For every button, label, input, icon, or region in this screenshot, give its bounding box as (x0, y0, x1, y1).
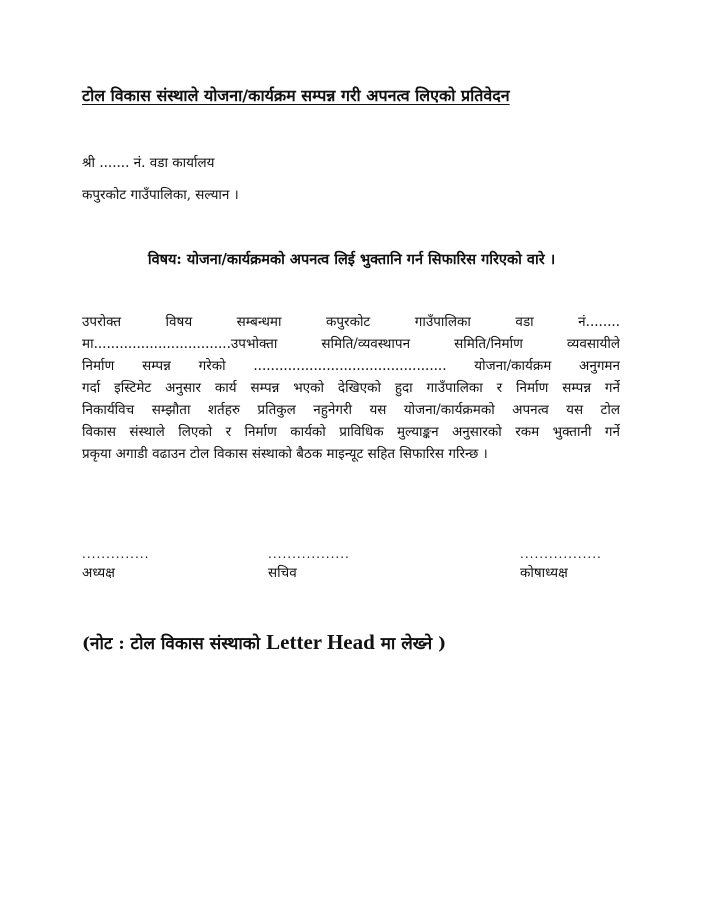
signature-block-treasurer (520, 547, 602, 581)
signature-block-chairperson (82, 547, 149, 581)
signature-role: अध्यक्ष (82, 565, 115, 581)
body-line: विकास संस्थाले लिएको र निर्माण कार्यको प्राविधिक मुल्याङ्कन अनुसारको रकम भुक्तानी गर्ने (82, 424, 620, 440)
subject-line: विषय: योजना/कार्यक्रमको अपनत्व लिई भुक्तानि गर्न सिफारिस गरिएको वारे । (147, 251, 556, 268)
note-suffix: मा लेख्ने ) (374, 634, 447, 654)
note-line (82, 630, 446, 655)
body-line: उपरोक्त विषय सम्बन्धमा कपुरकोट गाउँपालिका वडा नं........ (82, 314, 620, 330)
body-line: निकार्यविच सम्झौता शर्तहरु प्रतिकुल नहुनेगरी यस योजना/कार्यक्रमको अपनत्व यस टोल (82, 402, 620, 418)
document-title: टोल विकास संस्थाले योजना/कार्यक्रम सम्पन्न गरी अपनत्व लिएको प्रतिवेदन (82, 86, 510, 105)
signature-line: ................. (520, 547, 602, 561)
signature-role: कोषाध्यक्ष (520, 565, 568, 581)
address-line-municipality: कपुरकोट गाउँपालिका, सल्यान । (82, 187, 239, 203)
signature-block-secretary (268, 547, 350, 581)
address-line-recipient: श्री ....... नं. वडा कार्यालय (82, 155, 215, 171)
note-letter-head: Letter Head (266, 630, 375, 654)
body-paragraph (82, 311, 620, 465)
signature-line: ................. (268, 547, 350, 561)
body-line: निर्माण सम्पन्न गरेको ............................................. योजना/कार्यक्रम अनुगमन (82, 358, 620, 374)
body-line: गर्दा इस्टिमेट अनुसार कार्य सम्पन्न भएको देखिएको हुदा गाउँपालिका र निर्माण सम्पन्न गर्ने (82, 380, 620, 396)
signature-role: सचिव (268, 565, 297, 581)
body-line: मा................................उपभोक्ता समिति/व्यवस्थापन समिति/निर्माण व्यवसायीले (82, 336, 620, 352)
body-line: प्रकृया अगाडी वढाउन टोल विकास संस्थाको बैठक माइन्यूट सहित सिफारिस गरिन्छ । (82, 446, 488, 462)
note-prefix: (नोट : टोल विकास संस्थाको (82, 634, 267, 654)
signature-line: .............. (82, 547, 150, 561)
